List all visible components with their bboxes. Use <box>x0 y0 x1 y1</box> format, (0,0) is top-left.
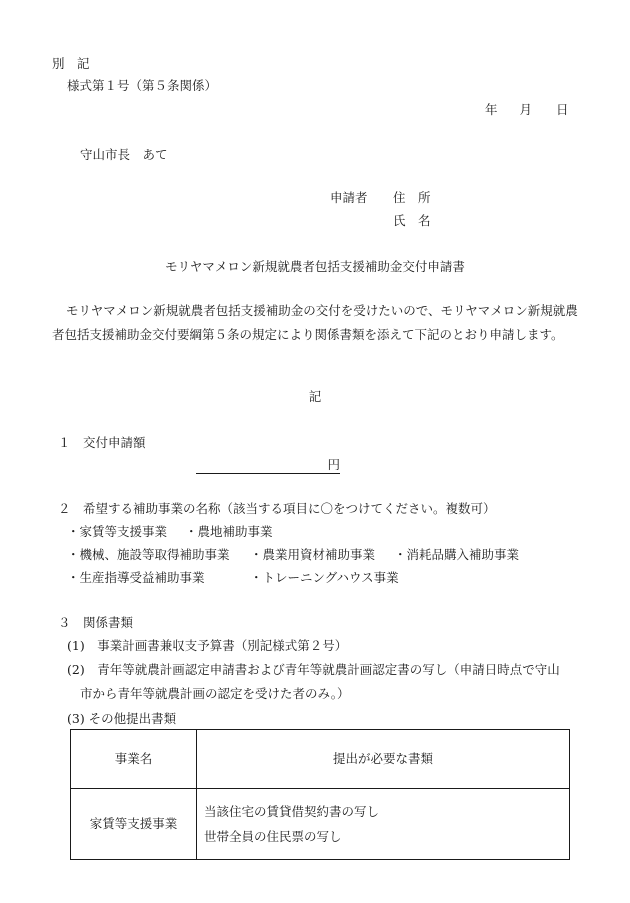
option-equipment-subsidy: ・機械、施設等取得補助事業 <box>67 547 230 562</box>
table-header-row <box>71 730 570 789</box>
option-training-house: ・トレーニングハウス事業 <box>250 570 399 585</box>
date-month: 月 <box>519 102 533 117</box>
appendix-label: 別 記 <box>52 56 90 71</box>
doc-item-1: (1) 事業計画書兼収支予算書（別記様式第２号） <box>67 638 348 653</box>
table-header-docs: 提出が必要な書類 <box>197 730 570 789</box>
date-line <box>485 104 569 117</box>
doc-item-3: (3) その他提出書類 <box>67 711 177 726</box>
option-production-guidance: ・生産指導受益補助事業 <box>67 570 205 585</box>
document-title: モリヤマメロン新規就農者包括支援補助金交付申請書 <box>165 259 465 274</box>
option-rent-support: ・家賃等支援事業 <box>67 524 168 539</box>
option-materials-subsidy: ・農業用資材補助事業 <box>250 547 376 562</box>
date-year: 年 <box>485 102 498 117</box>
table-row <box>71 789 570 860</box>
name-label: 氏 名 <box>393 213 431 228</box>
section-1-heading: １ 交付申請額 <box>58 435 146 450</box>
ki-heading: 記 <box>308 389 322 404</box>
form-number: 様式第１号（第５条関係） <box>67 78 218 93</box>
section-3-heading: ３ 関係書類 <box>58 615 134 630</box>
doc-line-1: 当該住宅の賃貸借契約書の写し <box>204 804 380 819</box>
doc-item-2: (2) 青年等就農計画認定申請書および青年等就農計画認定書の写し（申請日時点で守山 <box>67 662 560 677</box>
table-cell-project: 家賃等支援事業 <box>71 789 197 860</box>
required-docs-table <box>70 729 570 860</box>
applicant-label: 申請者 <box>330 190 368 205</box>
option-consumables-subsidy: ・消耗品購入補助事業 <box>394 547 520 562</box>
body-paragraph: モリヤマメロン新規就農者包括支援補助金の交付を受けたいので、モリヤマメロン新規就農者包括支援補助金交付要綱第５条の規定により関係書類を添えて下記のとおり申請します。 <box>52 303 578 342</box>
amount-field: 円 <box>196 459 340 474</box>
table-cell-docs <box>197 789 570 860</box>
addressee: 守山市長 あて <box>80 147 168 162</box>
section-2-heading: ２ 希望する補助事業の名称（該当する項目に〇をつけてください。複数可） <box>58 501 496 516</box>
option-farmland-subsidy: ・農地補助事業 <box>185 524 273 539</box>
doc-line-2: 世帯全員の住民票の写し <box>204 829 342 844</box>
doc-item-2-cont: 市から青年等就農計画の認定を受けた者のみ。） <box>80 686 350 701</box>
address-label: 住 所 <box>393 190 431 205</box>
table-header-project: 事業名 <box>71 730 197 789</box>
date-day: 日 <box>556 102 569 117</box>
